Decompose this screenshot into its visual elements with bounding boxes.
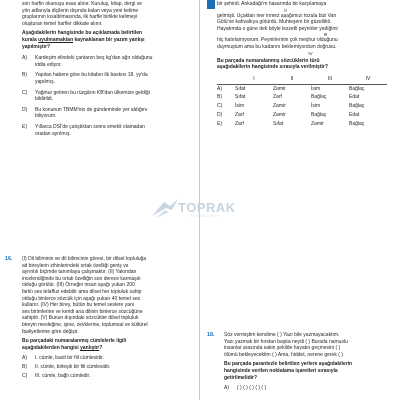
table-row[interactable] [217, 120, 387, 129]
option-letter: B) [22, 363, 27, 370]
question-prompt: Bu parçada numaralanmış sözcüklerin türü [217, 57, 320, 64]
prompt-underlined: yanlıştır [80, 344, 100, 351]
table-header-cell: III [327, 75, 333, 82]
option-letter: E) [22, 123, 27, 130]
table-cell: Edat [349, 94, 360, 101]
question-prompt: hangisinde verilen noktalama işaretleri sırasıyla [224, 367, 338, 374]
option-text: Yapılan habere göre bu kitabın ilk baskısı 18. yy'da [35, 72, 148, 79]
answer-option-b[interactable] [5, 72, 191, 85]
question-text-line: insanlar arasında sakin şekilde hayatın geçmesini ( ) [224, 345, 341, 352]
question-text-line: hiç hatırlamıyorum. Peynirlerinin çok meşhur olduğunu [217, 37, 338, 44]
question-text-line: gelmişti. Uçaktan iner inmez aşağımızı tozula bizi Van [217, 12, 337, 19]
table-header-cell: IV [365, 75, 371, 82]
table-cell: Zarf [235, 111, 244, 118]
option-letter: B) [22, 72, 27, 79]
table-cell: İsim [311, 103, 321, 110]
roman-numeral-label: II [284, 7, 287, 13]
answer-option-b[interactable] [5, 364, 191, 371]
table-cell: İsim [311, 85, 321, 92]
table-cell: Zamir [311, 120, 324, 127]
question-prompt: Aşağıdakilerin hangisinde bu açıklamada belirtilen [22, 30, 143, 37]
table-header-row [217, 75, 387, 84]
option-text: yapılmış. [35, 78, 56, 85]
question-text-line: oluşturan temel harfler dikkate alınır. [22, 20, 103, 27]
option-text: biliyorum. [35, 113, 57, 120]
option-letter: A) [22, 55, 27, 62]
option-text: bildirildi. [35, 96, 54, 103]
table-header-cell: I [253, 75, 255, 82]
option-text: Bu konunun TBMM'nin de gündeminde yer aldığını [35, 106, 148, 113]
roman-numeral-label: III [323, 32, 328, 38]
prompt-part: ? [99, 344, 103, 351]
question-text-line: faaliyetlerine göre değişir. [22, 328, 79, 335]
table-row[interactable] [217, 111, 387, 120]
watermark-subtitle: YAYINCILIK [190, 214, 221, 218]
option-letter: D) [22, 106, 28, 113]
question-prompt: aşağıdakilerin hangisinde sırasıyla verilmiştir? [217, 64, 328, 71]
table-cell: Edat [349, 111, 360, 118]
option-text: I. cümle, basit bir fiil cümlesidir. [35, 355, 104, 362]
roman-numeral-label: IV [308, 50, 313, 56]
option-text: Yıllarca DSİ'de çalıştıktan sonra emekli olamadan [35, 123, 145, 130]
answer-option-a[interactable] [5, 355, 191, 362]
question-continued [5, 0, 191, 137]
option-letter: D) [217, 111, 223, 118]
question-prompt: Bu parçadaki numaralanmış cümlelerle ilgili [22, 338, 127, 345]
option-text: ( ) ( ) ( ) ( ) ( ) [237, 385, 267, 392]
left-column [5, 0, 191, 379]
question-prompt: yapılmıştır? [22, 43, 51, 50]
table-cell: Zarf [273, 94, 282, 101]
answer-option-e[interactable] [5, 124, 191, 137]
question-table-block [207, 0, 394, 71]
prompt-part: aşağıdakilerden hangisi [22, 344, 81, 351]
option-text: Kardeşim elindeki çantanın beş kg'dan ağır olduğunu [35, 55, 153, 62]
question-number: 18. [207, 332, 215, 338]
table-header-cell: II [290, 75, 294, 82]
question-text-line: ait bireylerin zihinlerindeki ortak özelliği geniş ve [22, 262, 129, 269]
bird-logo-icon [150, 196, 180, 222]
option-letter: B) [217, 94, 222, 101]
question-text-line: ses birimlerine ve kendi ana dilinin binlerce sözcüğüne [22, 308, 143, 315]
question-text-line: Söz vermiştim kendime ( ) Yazı bile yazmayacaktım. [224, 332, 340, 338]
table-cell: Zamir [273, 111, 286, 118]
answer-option-a[interactable] [5, 55, 191, 68]
question-text-line: (I) Dil biliminin ve dil bilimcinin görevi, bir dilsel topluluğa [22, 256, 147, 262]
question-text-line: Yazı yazmak bir hırstan başka neydi ( ) Burada namuslu [224, 338, 348, 345]
table-cell: Bağlaç [349, 120, 365, 127]
question-number: 16. [5, 256, 13, 262]
question-text-line: olduğu binlerce sözcük için aşağı yukarı 40 temel ses [22, 295, 141, 302]
prompt-underlined: uyulmamaktan [38, 36, 74, 43]
option-letter: C) [22, 372, 28, 379]
table-cell: Bağlaç [349, 103, 365, 110]
table-cell: Bağlaç [311, 94, 327, 101]
question-16 [5, 256, 191, 381]
answer-option-d[interactable] [5, 107, 191, 120]
question-text-line: Hayatımda o güne dek böyle lezzetli peynirler yediğimi [217, 25, 338, 32]
watermark-brand: TOPRAK [178, 200, 236, 215]
table-row[interactable] [217, 93, 387, 102]
table-cell: Zarf [235, 120, 244, 127]
table-cell: Bağlaç [311, 111, 327, 118]
table-header-cell [217, 75, 235, 84]
table-cell: Sıfat [235, 85, 246, 92]
question-marker-bar [207, 0, 215, 9]
question-text-line: gruplarının kısaltılmasında, ilk harfle birlikte kelimeyi [22, 14, 138, 21]
question-text-line: son harfin okunuşu esas alınır. Kuruluş, kitap, dergi ve [22, 1, 143, 7]
question-text-line: olduğu görülür. (III) Örneğin insan aşağı yukarı 200 [22, 282, 135, 289]
table-cell: Bağlaç [349, 85, 365, 92]
table-cell: Sıfat [235, 94, 246, 101]
question-text-line: duymuştum ama bu kadarını beklemiyordum doğrusu. [217, 43, 337, 50]
question-prompt [5, 37, 191, 44]
question-text-line: ayrıntılı biçimde tanımlaya çalışmaktır. (II) Yakından [22, 269, 137, 276]
question-text-line: kullanır. (IV) Her birey, bütün bu temel seslere yani [22, 302, 134, 309]
prompt-part: kaynaklanan bir yazım yanlışı [73, 36, 145, 43]
question-text-line: farklı ses telaffuz edebilir ama dilsel her topluluk sahip [22, 288, 142, 295]
table-cell: Sıfat [273, 120, 284, 127]
question-text-line: ölümü bekleyecektim ( ) Ama, hiddet, nerene gerek ( ) [224, 351, 343, 358]
prompt-part: kurala [22, 36, 39, 43]
question-prompt [5, 345, 191, 352]
question-18 [207, 332, 394, 396]
option-text: II. cümle, birleşik bir fiil cümlesidir. [35, 363, 111, 370]
table-row[interactable] [217, 85, 387, 94]
option-letter: E) [217, 120, 222, 127]
option-letter: A) [22, 355, 27, 362]
table-row[interactable] [217, 102, 387, 111]
question-prompt: getirilmelidir? [224, 374, 258, 381]
question-text-line: bir şehirdi. Ankadağı'm hasarında bir karşılamaya [217, 1, 327, 7]
question-prompt: Bu parçada parantezle belirtilen yerlere aşağıdakilerin [224, 361, 353, 368]
option-text: iddia ediyor. [35, 61, 62, 68]
table-cell: Zamir [273, 85, 286, 92]
question-text-line: sahiptir. (V) Bunun dışındaki sözcükler dilsel topluluk [22, 315, 139, 322]
publisher-watermark-logo [150, 196, 240, 222]
option-letter: C) [217, 103, 223, 110]
question-text-line: bireyin mesleğine, işine, zevklerine, toplumsal ve kültürel [22, 321, 148, 328]
option-letter: C) [22, 89, 28, 96]
question-text-line: incelendiğinde bu ortak özelliğin son derece karmaşık [22, 275, 141, 282]
answer-option-c[interactable] [5, 373, 191, 380]
question-text-line: Gölü'ne kahvaltıya götürdü. Muhteşem bir güzellikti. [217, 19, 332, 26]
answer-option-c[interactable] [5, 90, 191, 103]
table-cell: İsim [235, 103, 245, 110]
question-text-line: yön adlarıyla diçilerin dışında kalan veya yeni kelime [22, 7, 139, 14]
option-text: Yağmur getiren bu rüzgârın KB'dan ülkemize geldiği [35, 89, 150, 96]
option-text: III. cümle, bağlı cümledir. [35, 372, 91, 379]
option-letter: A) [217, 85, 222, 92]
option-text: oradan ayrılmış. [35, 130, 71, 137]
answer-table [217, 75, 387, 129]
option-letter: A) [224, 385, 229, 392]
answer-option-a[interactable] [207, 385, 394, 392]
table-cell: Zamir [273, 103, 286, 110]
